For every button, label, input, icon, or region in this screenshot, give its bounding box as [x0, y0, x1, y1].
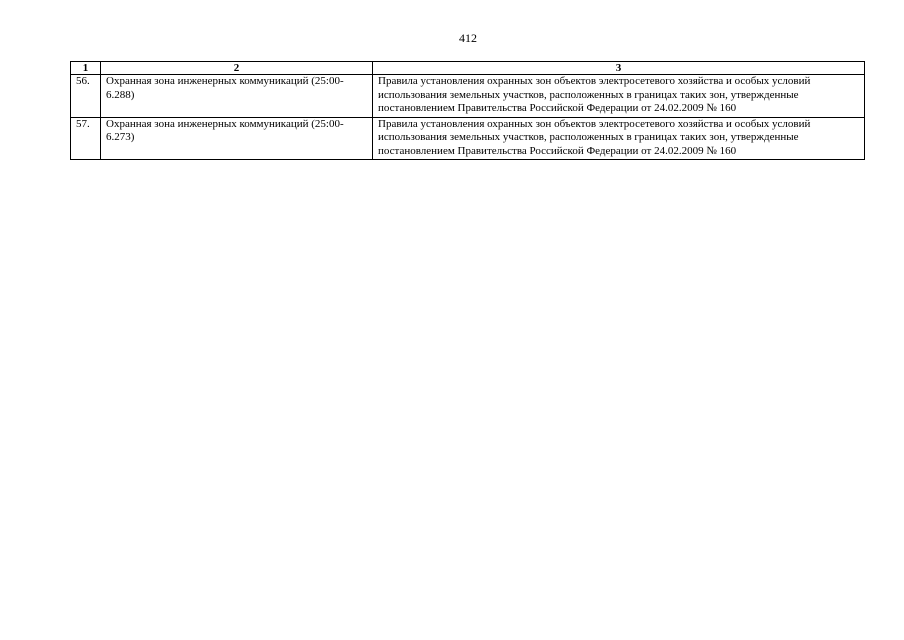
legal-basis: Правила установления охранных зон объектов электросетевого хозяйства и особых условий использования земельных участков, расположенных в границах таких зон, утвержденные постановлением Правительства Российской Федерации от 24.02.2009 № 160 — [373, 75, 865, 118]
page-number: 412 — [459, 31, 477, 45]
row-number: 56. — [71, 75, 101, 118]
table-row — [71, 75, 865, 118]
table-row — [71, 117, 865, 160]
zones-table — [70, 61, 865, 160]
zone-name: Охранная зона инженерных коммуникаций (25:00-6.273) — [101, 117, 373, 160]
table-header-row — [71, 62, 865, 75]
column-header-1: 1 — [71, 62, 101, 75]
legal-basis: Правила установления охранных зон объектов электросетевого хозяйства и особых условий использования земельных участков, расположенных в границах таких зон, утвержденные постановлением Правительства Российской Федерации от 24.02.2009 № 160 — [373, 117, 865, 160]
zone-name: Охранная зона инженерных коммуникаций (25:00-6.288) — [101, 75, 373, 118]
row-number: 57. — [71, 117, 101, 160]
column-header-2: 2 — [101, 62, 373, 75]
column-header-3: 3 — [373, 62, 865, 75]
